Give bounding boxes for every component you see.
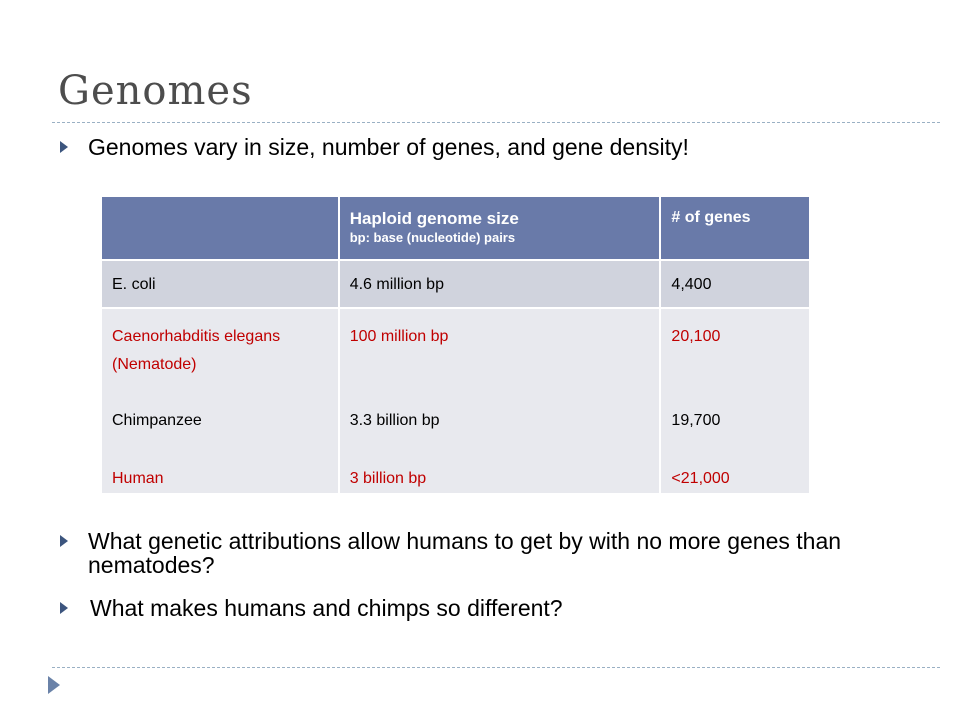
genes-nematode: 20,100 (671, 328, 721, 345)
table-row (101, 308, 810, 494)
triangle-right-icon (60, 602, 68, 614)
header-genome-size-subtitle: bp: base (nucleotide) pairs (349, 230, 516, 245)
cell-organism: E. coli (101, 260, 339, 308)
footer-divider (52, 667, 940, 668)
organism-nematode-line1: Caenorhabditis elegans (112, 328, 281, 345)
size-chimpanzee: 3.3 billion bp (349, 412, 440, 429)
title-divider (52, 122, 940, 123)
organism-human: Human (112, 470, 164, 487)
genes-chimpanzee: 19,700 (671, 412, 721, 429)
organism-nematode-line2: (Nematode) (112, 356, 197, 373)
triangle-right-icon (60, 535, 68, 547)
cell-gene-count: 4,400 (660, 260, 810, 308)
cell-genome-size: 4.6 million bp (339, 260, 661, 308)
organism-chimpanzee: Chimpanzee (112, 412, 202, 429)
bullet-text: Genomes vary in size, number of genes, and gene density! (88, 134, 689, 160)
cell-gene-count (660, 308, 810, 494)
table-header-row (101, 196, 810, 260)
table-row (101, 260, 810, 308)
genes-human: <21,000 (671, 470, 730, 487)
header-gene-count: # of genes (660, 196, 810, 260)
slide-title: Genomes (58, 68, 253, 114)
bullet-text: What makes humans and chimps so different? (90, 595, 563, 621)
size-human: 3 billion bp (349, 470, 427, 487)
header-genome-size (339, 196, 661, 260)
triangle-right-icon (48, 676, 60, 694)
cell-organism (101, 308, 339, 494)
cell-genome-size (339, 308, 661, 494)
genome-table (100, 195, 811, 495)
triangle-right-icon (60, 141, 68, 153)
header-genome-size-title: Haploid genome size (349, 209, 519, 228)
bullet-text: What genetic attributions allow humans to get by with no more genes than nematodes? (88, 528, 842, 578)
header-organism (101, 196, 339, 260)
size-nematode: 100 million bp (349, 328, 449, 345)
